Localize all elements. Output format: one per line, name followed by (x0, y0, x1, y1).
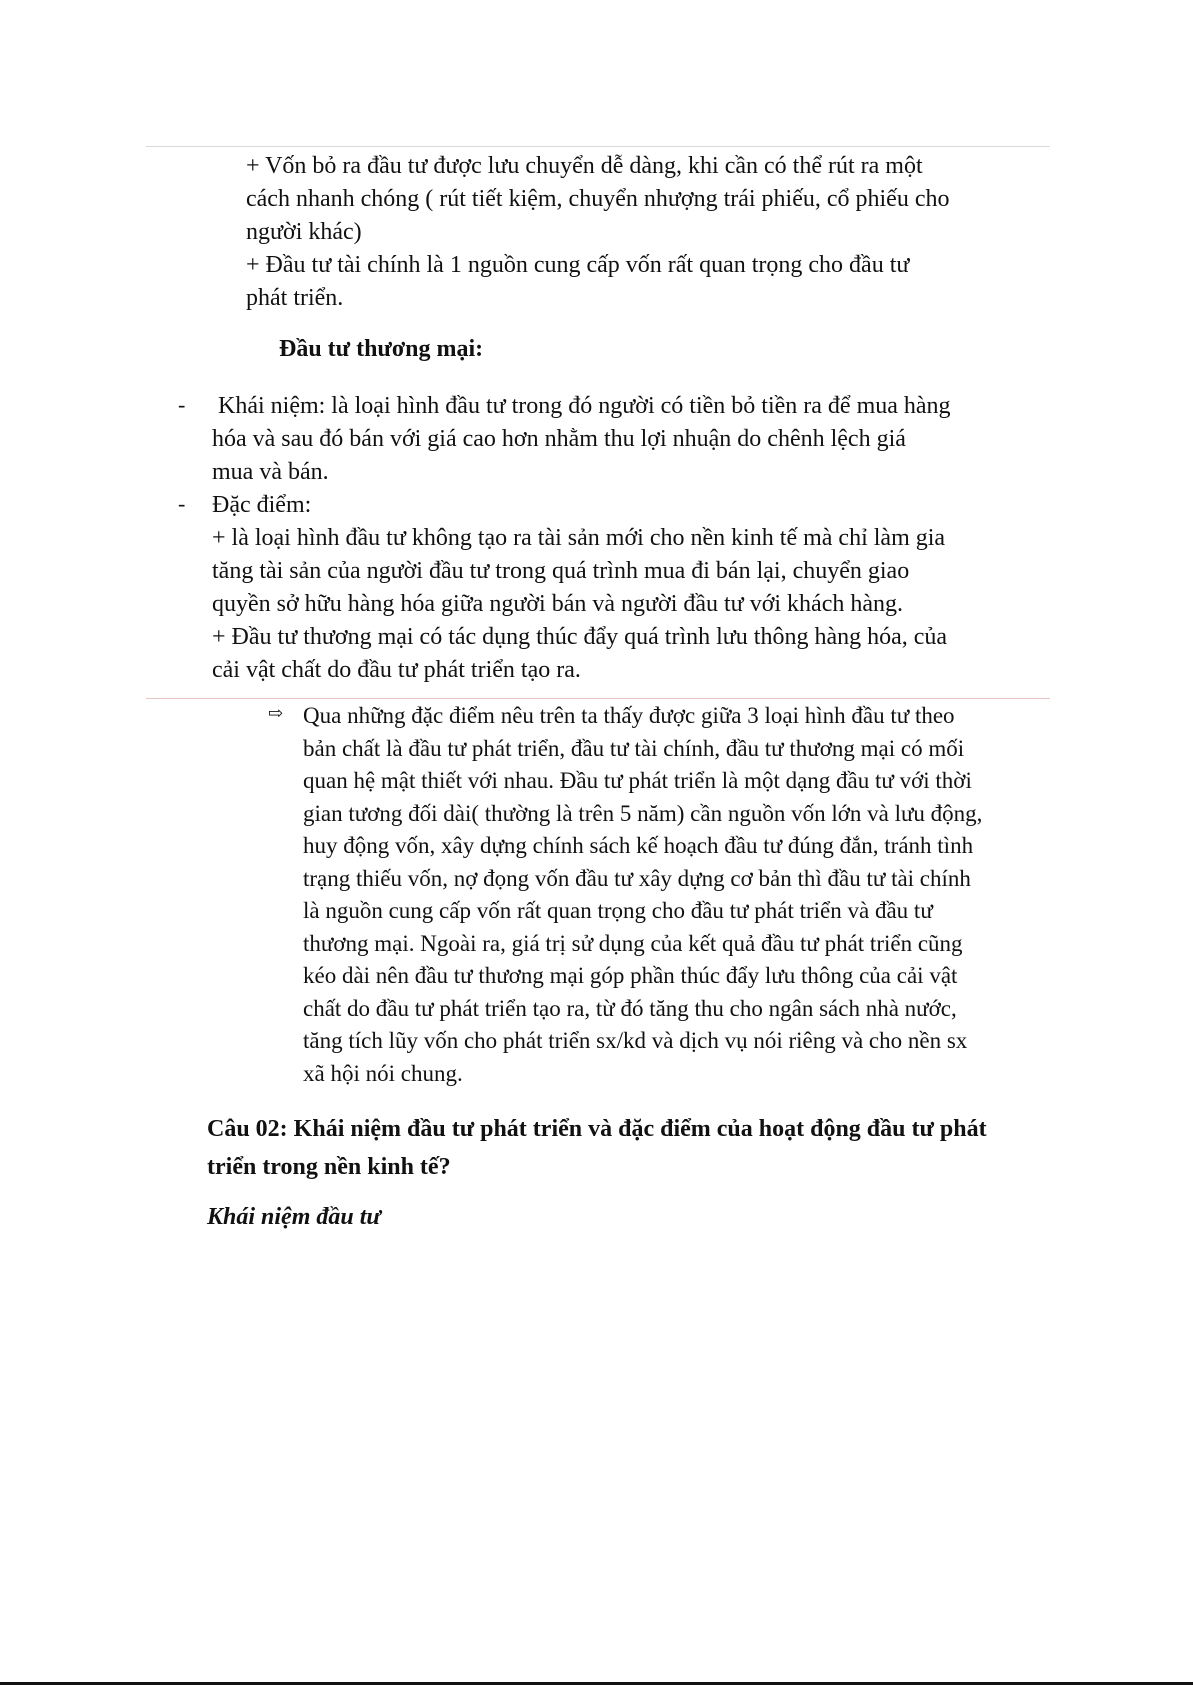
text-line: hóa và sau đó bán với giá cao hơn nhằm thu lợi nhuận do chênh lệch giá (212, 426, 906, 452)
text-line: cách nhanh chóng ( rút tiết kiệm, chuyển nhượng trái phiếu, cổ phiếu cho (246, 186, 950, 212)
text-line: mua và bán. (212, 459, 329, 485)
section-divider-top (146, 146, 1050, 147)
question-2-heading (207, 1110, 1052, 1186)
text-line: Qua những đặc điểm nêu trên ta thấy được giữa 3 loại hình đầu tư theo (303, 703, 955, 728)
text-line: kéo dài nên đầu tư thương mại góp phần thúc đẩy lưu thông của cải vật (303, 963, 958, 988)
text-line: chất do đầu tư phát triển tạo ra, từ đó tăng thu cho ngân sách nhà nước, (303, 995, 957, 1021)
text-line: quan hệ mật thiết với nhau. Đầu tư phát triển là một dạng đầu tư với thời (303, 768, 972, 793)
financial-investment-points (246, 150, 1036, 315)
heading-trade-investment: Đầu tư thương mại: (279, 336, 484, 362)
text-line: là nguồn cung cấp vốn rất quan trọng cho đầu tư phát triển và đầu tư (303, 898, 933, 923)
text-line: trạng thiếu vốn, nợ đọng vốn đầu tư xây dựng cơ bản thì đầu tư tài chính (303, 865, 971, 891)
text-line: quyền sở hữu hàng hóa giữa người bán và người đầu tư với khách hàng. (212, 591, 904, 617)
bullet-dash: - (178, 392, 186, 417)
section-divider-middle (146, 698, 1050, 699)
text-line: cải vật chất do đầu tư phát triển tạo ra. (212, 657, 581, 683)
text-line: tăng tài sản của người đầu tư trong quá trình mua đi bán lại, chuyển giao (212, 558, 910, 584)
text-line: + Đầu tư thương mại có tác dụng thúc đẩy quá trình lưu thông hàng hóa, của (212, 624, 948, 650)
text-line: Đặc điểm: (212, 492, 312, 518)
text-line: tăng tích lũy vốn cho phát triển sx/kd và dịch vụ nói riêng và cho nền sx (303, 1028, 968, 1053)
text-line: + Vốn bỏ ra đầu tư được lưu chuyển dễ dàng, khi cần có thể rút ra một (246, 153, 923, 179)
text-line: người khác) (246, 219, 362, 245)
text-line: gian tương đối dài( thường là trên 5 năm) cần nguồn vốn lớn và lưu động, (303, 800, 983, 826)
text-line: + là loại hình đầu tư không tạo ra tài sản mới cho nền kinh tế mà chỉ làm gia (212, 525, 946, 551)
text-line: phát triển. (246, 285, 344, 311)
text-line: bản chất là đầu tư phát triển, đầu tư tài chính, đầu tư thương mại có mối (303, 735, 965, 761)
text-line: Khái niệm: là loại hình đầu tư trong đó người có tiền bỏ tiền ra để mua hàng (218, 393, 951, 419)
text-line: + Đầu tư tài chính là 1 nguồn cung cấp vốn rất quan trọng cho đầu tư (246, 252, 910, 278)
arrow-right-icon: ⇨ (268, 703, 284, 723)
heading-investment-concept: Khái niệm đầu tư (207, 1204, 381, 1230)
text-line: huy động vốn, xây dựng chính sách kế hoạch đầu tư đúng đắn, tránh tình (303, 833, 974, 858)
trade-investment-body (212, 390, 1032, 687)
bullet-dash: - (178, 491, 186, 516)
conclusion-paragraph (303, 700, 1038, 1090)
text-line: thương mại. Ngoài ra, giá trị sử dụng của kết quả đầu tư phát triển cũng (303, 930, 963, 956)
text-line: xã hội nói chung. (303, 1060, 463, 1086)
text-line: triển trong nền kinh tế? (207, 1154, 451, 1180)
text-line: Câu 02: Khái niệm đầu tư phát triển và đặc điểm của hoạt động đầu tư phát (207, 1116, 987, 1142)
